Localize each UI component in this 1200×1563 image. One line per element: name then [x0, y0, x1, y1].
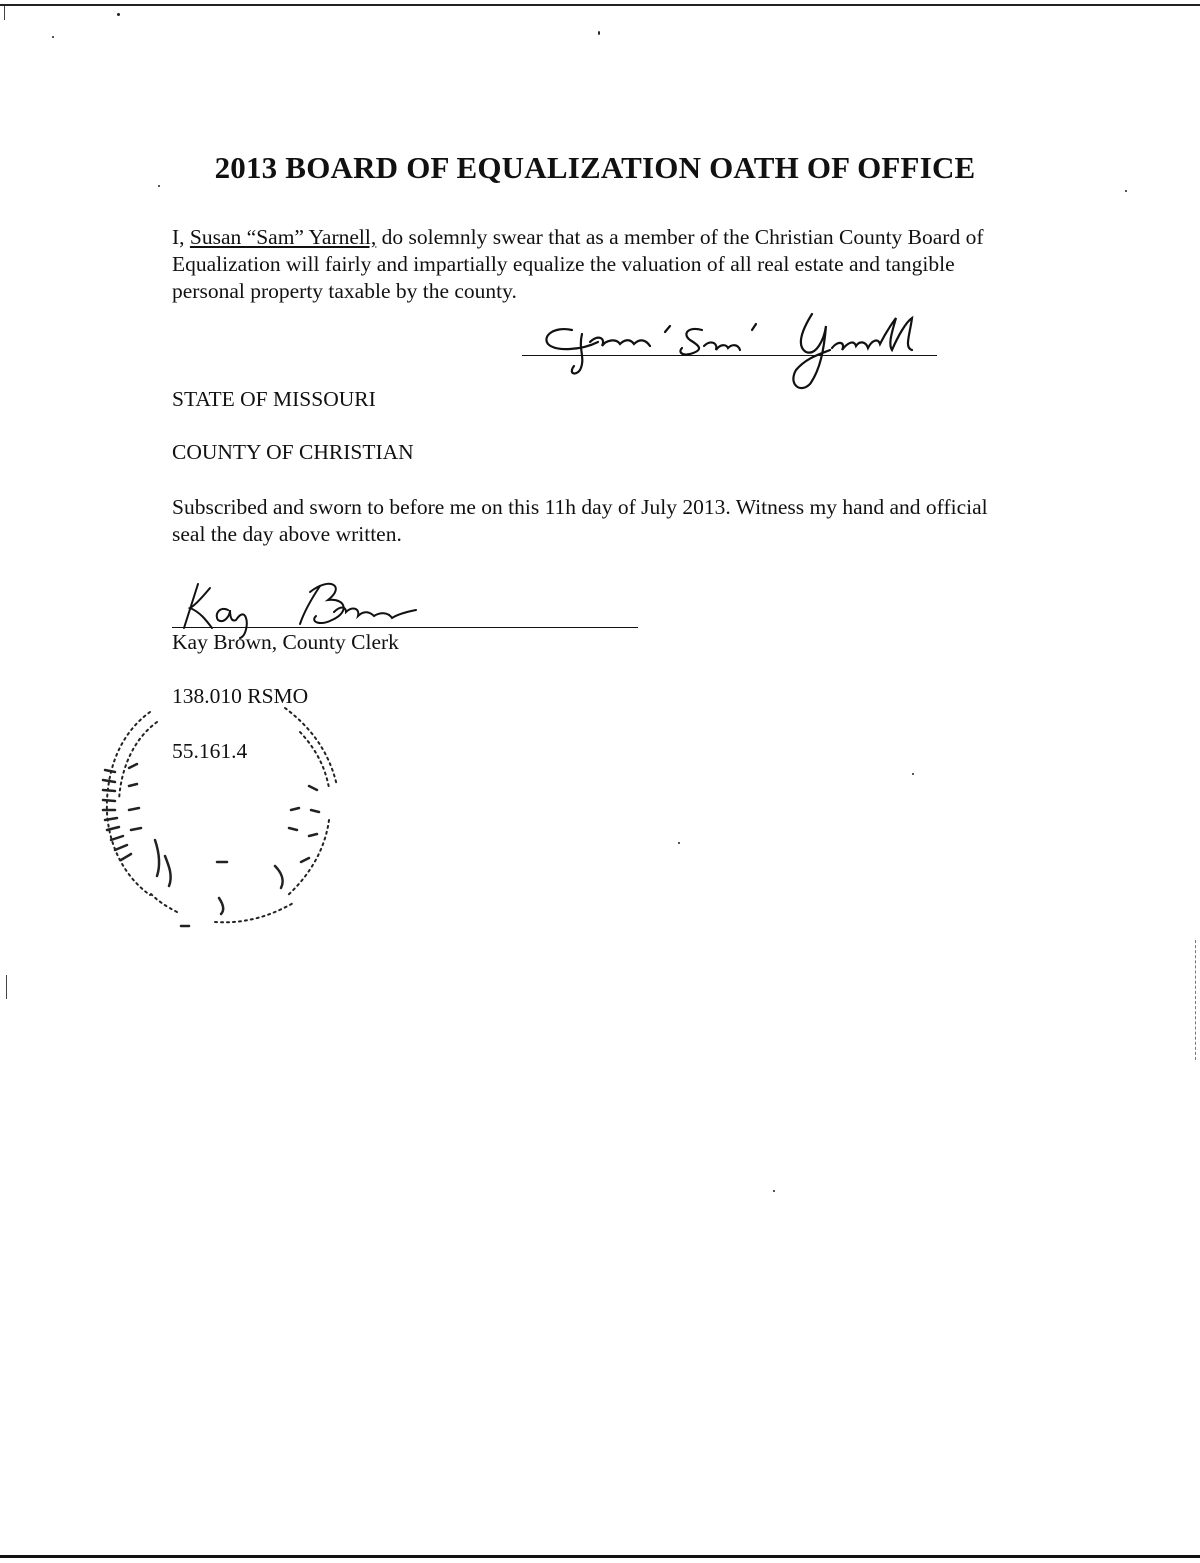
statute-code: 55.161.4 [172, 739, 248, 763]
statute-reference: 138.010 RSMO [172, 684, 309, 708]
oath-body: do solemnly swear that as a member of the Christian County Board of Equalization will fairly and impartially equalize the valuation of all real estate and tangible personal property taxable by the county. [172, 225, 984, 303]
clerk-signature-line [172, 627, 638, 628]
scan-speck [773, 1190, 775, 1192]
state-label: STATE OF MISSOURI [172, 387, 376, 411]
member-signature [520, 300, 940, 395]
county-seal-emboss [95, 690, 355, 940]
scan-edge-mark [6, 975, 7, 999]
clerk-title: Kay Brown, County Clerk [172, 630, 399, 654]
member-name: Susan “Sam” Yarnell, [189, 225, 377, 249]
document-title: 2013 BOARD OF EQUALIZATION OATH OF OFFICE [214, 150, 976, 185]
member-signature-line [522, 355, 937, 356]
scan-border-top [0, 4, 1200, 6]
scan-speck [1125, 190, 1127, 192]
scan-border-bottom [0, 1555, 1200, 1558]
scan-speck [52, 36, 54, 38]
sworn-statement: Subscribed and sworn to before me on this 11h day of July 2013. Witness my hand and official seal the day above written. [172, 495, 988, 546]
scan-edge-mark [1195, 940, 1197, 1060]
scan-edge-mark [4, 6, 5, 20]
county-label: COUNTY OF CHRISTIAN [172, 440, 414, 464]
scan-speck [117, 13, 120, 16]
scan-speck [598, 31, 600, 35]
scan-speck [912, 773, 914, 775]
oath-prefix: I, [172, 225, 190, 249]
scan-speck [678, 842, 680, 844]
oath-paragraph [172, 224, 1012, 305]
